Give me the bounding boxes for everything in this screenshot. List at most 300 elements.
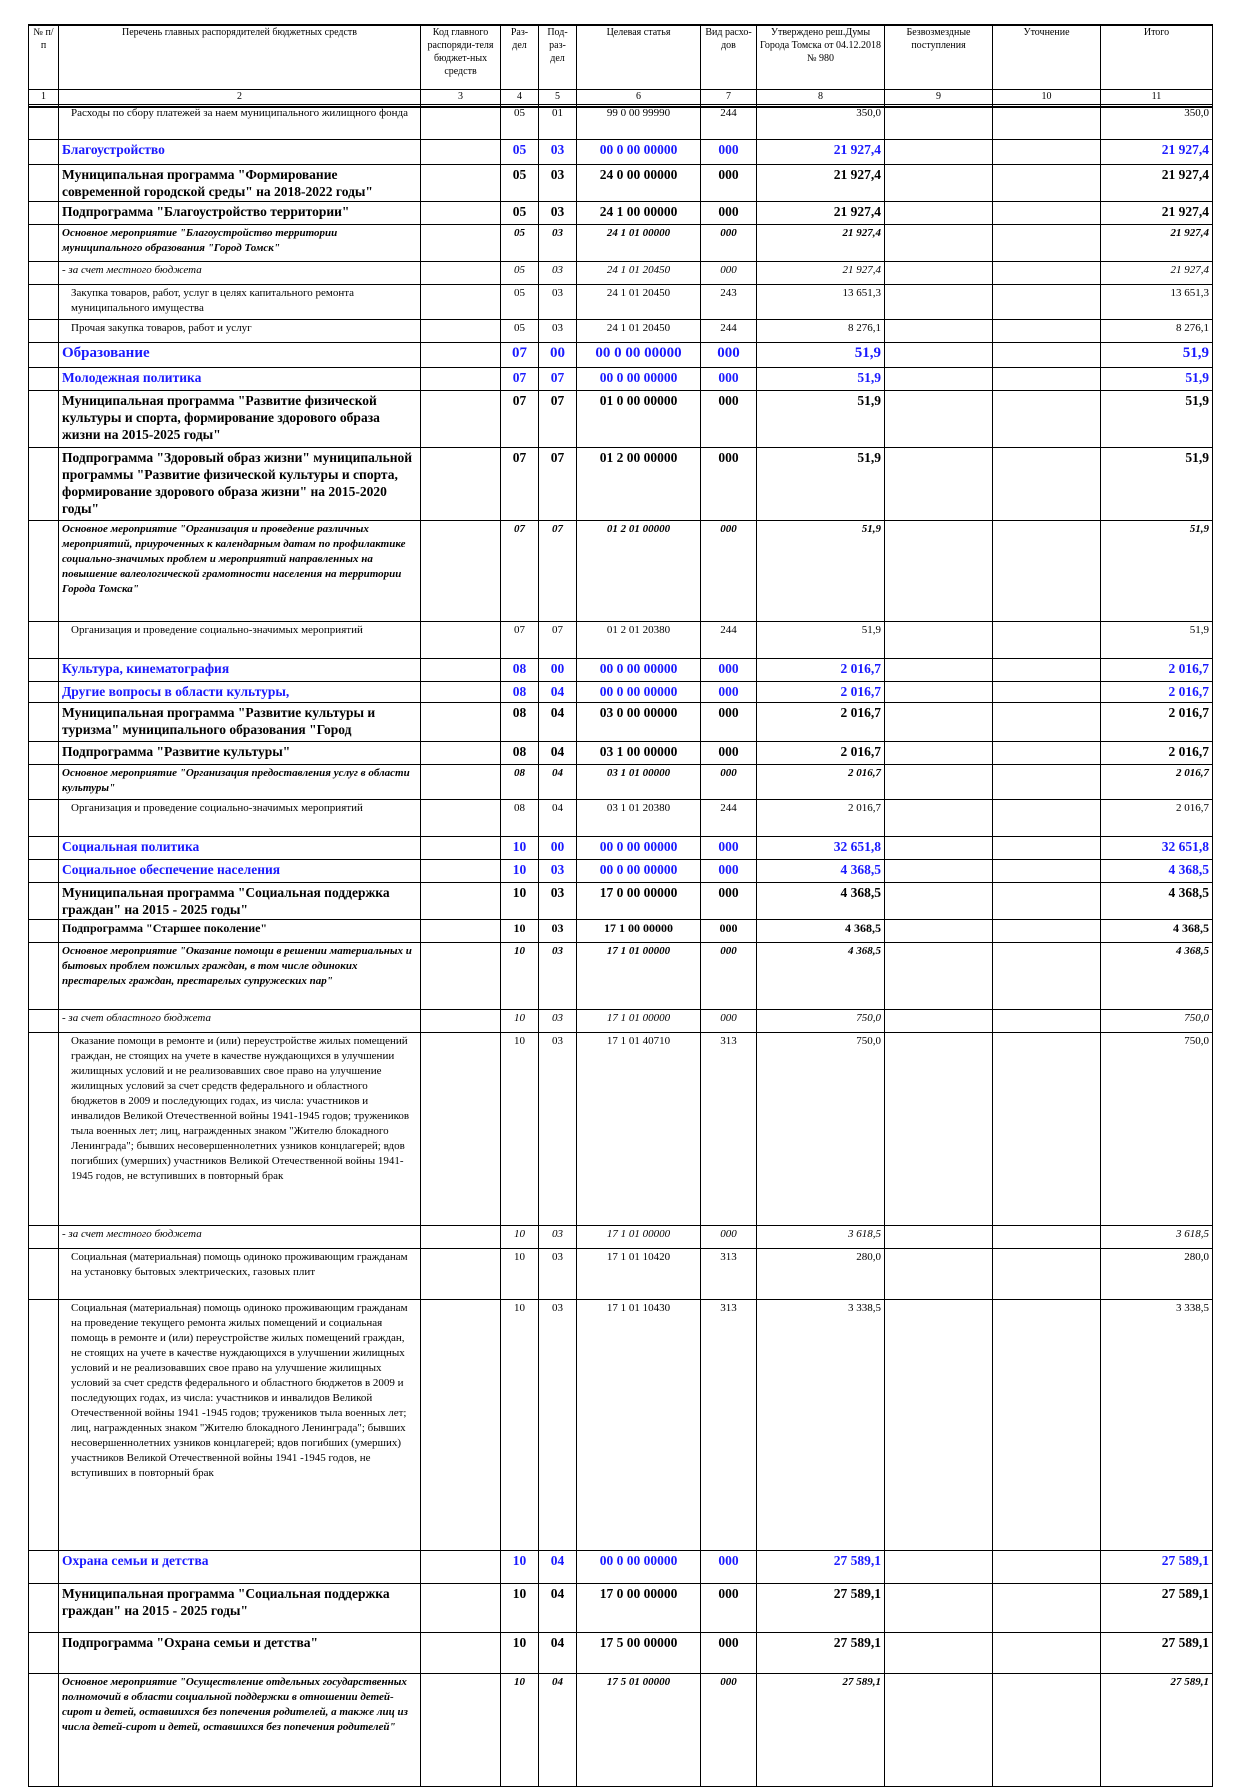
- total-amount: 4 368,5: [1101, 860, 1213, 883]
- table-row: [29, 165, 1213, 202]
- item-name: - за счет областного бюджета: [59, 1010, 421, 1033]
- distributor-code-cell: [421, 262, 501, 285]
- distributor-code-cell: [421, 682, 501, 703]
- adjustment-cell: [993, 343, 1101, 368]
- adjustment-cell: [993, 1674, 1101, 1787]
- approved-amount: 51,9: [757, 448, 885, 521]
- expense-type: 000: [701, 659, 757, 682]
- section-code: 10: [501, 883, 539, 920]
- adjustment-cell: [993, 1300, 1101, 1551]
- distributor-code-cell: [421, 1249, 501, 1300]
- section-code: 05: [501, 105, 539, 140]
- item-name: Другие вопросы в области культуры,: [59, 682, 421, 703]
- row-number-cell: [29, 1584, 59, 1633]
- grants-cell: [885, 1010, 993, 1033]
- column-number: 6: [577, 90, 701, 105]
- total-amount: 2 016,7: [1101, 659, 1213, 682]
- adjustment-cell: [993, 521, 1101, 622]
- target-article: 17 1 01 10430: [577, 1300, 701, 1551]
- section-code: 05: [501, 262, 539, 285]
- expense-type: 244: [701, 320, 757, 343]
- item-name: Организация и проведение социально-значимых мероприятий: [59, 622, 421, 659]
- distributor-code-cell: [421, 943, 501, 1010]
- total-amount: 4 368,5: [1101, 883, 1213, 920]
- expense-type: 000: [701, 225, 757, 262]
- subsection-code: 03: [539, 1300, 577, 1551]
- column-number: 11: [1101, 90, 1213, 105]
- row-number-cell: [29, 943, 59, 1010]
- adjustment-cell: [993, 285, 1101, 320]
- section-code: 10: [501, 1551, 539, 1584]
- approved-amount: 3 338,5: [757, 1300, 885, 1551]
- expense-type: 000: [701, 682, 757, 703]
- subsection-code: 03: [539, 920, 577, 943]
- section-code: 10: [501, 1300, 539, 1551]
- target-article: 00 0 00 00000: [577, 140, 701, 165]
- row-number-cell: [29, 285, 59, 320]
- target-article: 03 1 01 00000: [577, 765, 701, 800]
- target-article: 17 1 01 00000: [577, 1226, 701, 1249]
- adjustment-cell: [993, 140, 1101, 165]
- distributor-code-cell: [421, 391, 501, 448]
- subsection-code: 07: [539, 368, 577, 391]
- total-amount: 2 016,7: [1101, 765, 1213, 800]
- table-row: [29, 225, 1213, 262]
- distributor-code-cell: [421, 202, 501, 225]
- table-row: [29, 140, 1213, 165]
- expense-type: 000: [701, 202, 757, 225]
- subsection-code: 03: [539, 285, 577, 320]
- item-name: Молодежная политика: [59, 368, 421, 391]
- subsection-code: 03: [539, 262, 577, 285]
- table-row: [29, 659, 1213, 682]
- total-amount: 51,9: [1101, 448, 1213, 521]
- target-article: 00 0 00 00000: [577, 1551, 701, 1584]
- column-number: 10: [993, 90, 1101, 105]
- grants-cell: [885, 165, 993, 202]
- total-amount: 27 589,1: [1101, 1674, 1213, 1787]
- total-amount: 21 927,4: [1101, 262, 1213, 285]
- grants-cell: [885, 202, 993, 225]
- approved-amount: 27 589,1: [757, 1551, 885, 1584]
- target-article: 24 1 01 20450: [577, 285, 701, 320]
- approved-amount: 21 927,4: [757, 225, 885, 262]
- grants-cell: [885, 883, 993, 920]
- total-amount: 27 589,1: [1101, 1633, 1213, 1674]
- table-row: [29, 368, 1213, 391]
- target-article: 17 1 01 00000: [577, 943, 701, 1010]
- grants-cell: [885, 920, 993, 943]
- item-name: Социальная (материальная) помощь одиноко проживающим гражданам на проведение текущего ремонта жилых помещений и социальная помощь в ремонте и (или) переустройстве жилых помещений граждан, не стоящих на учете в качестве нуждающихся в улучшении жилищных условий и не реализовавших свое право на улучшение жилищных условий за счет средств федерального и областного бюджетов в 2009 и последующих годах, из числа: участников и инвалидов Великой Отечественной войны 1941 -1945 годов; тружеников тыла военных лет; лиц, награжденных знаком "Жителю блокадного Ленинграда"; бывших несовершеннолетних узников концлагерей; вдов погибших (умерших) участников Великой Отечественной войны 1941 -1945 годов, не вступивших в повторный брак: [59, 1300, 421, 1551]
- table-row: [29, 391, 1213, 448]
- approved-amount: 21 927,4: [757, 202, 885, 225]
- subsection-code: 03: [539, 140, 577, 165]
- target-article: 00 0 00 00000: [577, 368, 701, 391]
- section-code: 10: [501, 860, 539, 883]
- target-article: 17 1 01 00000: [577, 1010, 701, 1033]
- item-name: - за счет местного бюджета: [59, 1226, 421, 1249]
- section-code: 10: [501, 943, 539, 1010]
- section-code: 07: [501, 448, 539, 521]
- distributor-code-cell: [421, 368, 501, 391]
- item-name: Муниципальная программа "Социальная поддержка граждан" на 2015 - 2025 годы": [59, 883, 421, 920]
- table-row: [29, 521, 1213, 622]
- item-name: Основное мероприятие "Благоустройство территории муниципального образования "Город Томск": [59, 225, 421, 262]
- section-code: 07: [501, 622, 539, 659]
- budget-table: [28, 24, 1213, 1787]
- section-code: 05: [501, 225, 539, 262]
- table-row: [29, 1633, 1213, 1674]
- adjustment-cell: [993, 165, 1101, 202]
- subsection-code: 03: [539, 1226, 577, 1249]
- table-row: [29, 837, 1213, 860]
- grants-cell: [885, 800, 993, 837]
- row-number-cell: [29, 225, 59, 262]
- subsection-code: 04: [539, 1633, 577, 1674]
- table-row: [29, 1226, 1213, 1249]
- adjustment-cell: [993, 920, 1101, 943]
- target-article: 00 0 00 00000: [577, 659, 701, 682]
- grants-cell: [885, 622, 993, 659]
- section-code: 05: [501, 202, 539, 225]
- item-name: Подпрограмма "Развитие культуры": [59, 742, 421, 765]
- section-code: 07: [501, 521, 539, 622]
- distributor-code-cell: [421, 521, 501, 622]
- subsection-code: 03: [539, 883, 577, 920]
- item-name: Расходы по сбору платежей за наем муниципального жилищного фонда: [59, 105, 421, 140]
- section-code: 10: [501, 1226, 539, 1249]
- header-cell: Под-раз-дел: [539, 25, 577, 90]
- approved-amount: 21 927,4: [757, 165, 885, 202]
- row-number-cell: [29, 837, 59, 860]
- total-amount: 2 016,7: [1101, 703, 1213, 742]
- section-code: 10: [501, 920, 539, 943]
- distributor-code-cell: [421, 1300, 501, 1551]
- section-code: 10: [501, 837, 539, 860]
- table-row: [29, 1674, 1213, 1787]
- subsection-code: 00: [539, 659, 577, 682]
- header-cell: Безвозмездные поступления: [885, 25, 993, 90]
- approved-amount: 13 651,3: [757, 285, 885, 320]
- header-cell: Код главного распоряди-теля бюджет-ных средств: [421, 25, 501, 90]
- section-code: 07: [501, 391, 539, 448]
- header-cell: Итого: [1101, 25, 1213, 90]
- subsection-code: 04: [539, 1584, 577, 1633]
- target-article: 24 1 00 00000: [577, 202, 701, 225]
- total-amount: 750,0: [1101, 1010, 1213, 1033]
- distributor-code-cell: [421, 1674, 501, 1787]
- header-cell: Утверждено реш.Думы Города Томска от 04.12.2018 № 980: [757, 25, 885, 90]
- row-number-cell: [29, 320, 59, 343]
- expense-type: 000: [701, 1584, 757, 1633]
- approved-amount: 4 368,5: [757, 883, 885, 920]
- row-number-cell: [29, 1633, 59, 1674]
- table-row: [29, 285, 1213, 320]
- table-row: [29, 703, 1213, 742]
- target-article: 01 2 00 00000: [577, 448, 701, 521]
- approved-amount: 51,9: [757, 343, 885, 368]
- expense-type: 000: [701, 391, 757, 448]
- top-border: [28, 24, 1212, 26]
- approved-amount: 4 368,5: [757, 920, 885, 943]
- target-article: 01 0 00 00000: [577, 391, 701, 448]
- expense-type: 000: [701, 703, 757, 742]
- row-number-cell: [29, 1674, 59, 1787]
- adjustment-cell: [993, 1551, 1101, 1584]
- row-number-cell: [29, 742, 59, 765]
- total-amount: 51,9: [1101, 368, 1213, 391]
- expense-type: 000: [701, 448, 757, 521]
- total-amount: 750,0: [1101, 1033, 1213, 1226]
- table-row: [29, 1551, 1213, 1584]
- section-code: 05: [501, 285, 539, 320]
- distributor-code-cell: [421, 225, 501, 262]
- item-name: Подпрограмма "Здоровый образ жизни" муниципальной программы "Развитие физической культуры и спорта, формирование здорового образа жизни" на 2015-2020 годы": [59, 448, 421, 521]
- row-number-cell: [29, 622, 59, 659]
- distributor-code-cell: [421, 285, 501, 320]
- item-name: Основное мероприятие "Оказание помощи в решении материальных и бытовых проблем пожилых граждан, в том числе одиноких престарелых граждан, престарелых супружеских пар": [59, 943, 421, 1010]
- row-number-cell: [29, 448, 59, 521]
- expense-type: 313: [701, 1300, 757, 1551]
- grants-cell: [885, 1249, 993, 1300]
- table-row: [29, 1300, 1213, 1551]
- section-code: 08: [501, 800, 539, 837]
- grants-cell: [885, 1300, 993, 1551]
- expense-type: 000: [701, 343, 757, 368]
- row-number-cell: [29, 1551, 59, 1584]
- grants-cell: [885, 742, 993, 765]
- distributor-code-cell: [421, 1033, 501, 1226]
- item-name: - за счет местного бюджета: [59, 262, 421, 285]
- adjustment-cell: [993, 1249, 1101, 1300]
- distributor-code-cell: [421, 140, 501, 165]
- adjustment-cell: [993, 659, 1101, 682]
- adjustment-cell: [993, 860, 1101, 883]
- table-row: [29, 742, 1213, 765]
- row-number-cell: [29, 368, 59, 391]
- grants-cell: [885, 391, 993, 448]
- distributor-code-cell: [421, 860, 501, 883]
- distributor-code-cell: [421, 1226, 501, 1249]
- header-cell: Уточнение: [993, 25, 1101, 90]
- grants-cell: [885, 765, 993, 800]
- item-name: Организация и проведение социально-значимых мероприятий: [59, 800, 421, 837]
- subsection-code: 04: [539, 765, 577, 800]
- target-article: 17 0 00 00000: [577, 883, 701, 920]
- column-number: 9: [885, 90, 993, 105]
- item-name: Прочая закупка товаров, работ и услуг: [59, 320, 421, 343]
- row-number-cell: [29, 703, 59, 742]
- table-row: [29, 320, 1213, 343]
- item-name: Социальное обеспечение населения: [59, 860, 421, 883]
- column-number: 8: [757, 90, 885, 105]
- table-row: [29, 1010, 1213, 1033]
- subsection-code: 03: [539, 1033, 577, 1226]
- target-article: 00 0 00 00000: [577, 682, 701, 703]
- section-code: 08: [501, 659, 539, 682]
- approved-amount: 51,9: [757, 622, 885, 659]
- approved-amount: 4 368,5: [757, 943, 885, 1010]
- approved-amount: 21 927,4: [757, 140, 885, 165]
- grants-cell: [885, 1674, 993, 1787]
- approved-amount: 2 016,7: [757, 800, 885, 837]
- table-row: [29, 860, 1213, 883]
- item-name: Основное мероприятие "Организация предоставления услуг в области культуры": [59, 765, 421, 800]
- distributor-code-cell: [421, 742, 501, 765]
- header-cell: Перечень главных распорядителей бюджетных средств: [59, 25, 421, 90]
- expense-type: 000: [701, 1674, 757, 1787]
- distributor-code-cell: [421, 1010, 501, 1033]
- budget-sheet: [28, 24, 1213, 1787]
- expense-type: 244: [701, 105, 757, 140]
- item-name: Основное мероприятие "Осуществление отдельных государственных полномочий в области социальной поддержки в отношении детей-сирот и детей, оставшихся без попечения родителей, а также лиц из числа детей-сирот и детей, оставшихся без попечения родителей": [59, 1674, 421, 1787]
- item-name: Благоустройство: [59, 140, 421, 165]
- grants-cell: [885, 448, 993, 521]
- row-number-cell: [29, 262, 59, 285]
- target-article: 17 1 01 40710: [577, 1033, 701, 1226]
- row-number-cell: [29, 165, 59, 202]
- section-code: 08: [501, 765, 539, 800]
- target-article: 24 1 01 00000: [577, 225, 701, 262]
- adjustment-cell: [993, 742, 1101, 765]
- table-row: [29, 622, 1213, 659]
- target-article: 24 1 01 20450: [577, 262, 701, 285]
- section-code: 05: [501, 140, 539, 165]
- row-number-cell: [29, 202, 59, 225]
- item-name: Муниципальная программа "Развитие культуры и туризма" муниципального образования "Город: [59, 703, 421, 742]
- row-number-cell: [29, 343, 59, 368]
- subsection-code: 04: [539, 1551, 577, 1584]
- target-article: 00 0 00 00000: [577, 837, 701, 860]
- approved-amount: 2 016,7: [757, 742, 885, 765]
- row-number-cell: [29, 765, 59, 800]
- subsection-code: 01: [539, 105, 577, 140]
- section-code: 08: [501, 703, 539, 742]
- grants-cell: [885, 521, 993, 622]
- approved-amount: 27 589,1: [757, 1633, 885, 1674]
- target-article: 24 0 00 00000: [577, 165, 701, 202]
- row-number-cell: [29, 1033, 59, 1226]
- subsection-code: 04: [539, 1674, 577, 1787]
- adjustment-cell: [993, 202, 1101, 225]
- distributor-code-cell: [421, 837, 501, 860]
- section-code: 08: [501, 682, 539, 703]
- table-row: [29, 262, 1213, 285]
- target-article: 03 1 00 00000: [577, 742, 701, 765]
- distributor-code-cell: [421, 703, 501, 742]
- total-amount: 4 368,5: [1101, 943, 1213, 1010]
- row-number-cell: [29, 920, 59, 943]
- row-number-cell: [29, 1226, 59, 1249]
- expense-type: 243: [701, 285, 757, 320]
- grants-cell: [885, 225, 993, 262]
- table-row: [29, 1249, 1213, 1300]
- subsection-code: 07: [539, 391, 577, 448]
- approved-amount: 2 016,7: [757, 659, 885, 682]
- total-amount: 2 016,7: [1101, 682, 1213, 703]
- section-code: 08: [501, 742, 539, 765]
- item-name: Основное мероприятие "Организация и проведение различных мероприятий, приуроченных к календарным датам по профилактике социально-значимых проблем и мероприятий направленных на повышение валеологической грамотности населения на территории Города Томска": [59, 521, 421, 622]
- approved-amount: 51,9: [757, 368, 885, 391]
- section-code: 10: [501, 1033, 539, 1226]
- table-row: [29, 883, 1213, 920]
- item-name: Социальная политика: [59, 837, 421, 860]
- total-amount: 27 589,1: [1101, 1584, 1213, 1633]
- expense-type: 313: [701, 1033, 757, 1226]
- approved-amount: 2 016,7: [757, 703, 885, 742]
- adjustment-cell: [993, 1226, 1101, 1249]
- grants-cell: [885, 1033, 993, 1226]
- header-cell: № п/п: [29, 25, 59, 90]
- row-number-cell: [29, 659, 59, 682]
- expense-type: 000: [701, 765, 757, 800]
- target-article: 17 0 00 00000: [577, 1584, 701, 1633]
- distributor-code-cell: [421, 883, 501, 920]
- row-number-cell: [29, 1010, 59, 1033]
- header-row: [29, 25, 1213, 90]
- expense-type: 244: [701, 800, 757, 837]
- row-number-cell: [29, 860, 59, 883]
- adjustment-cell: [993, 368, 1101, 391]
- grants-cell: [885, 1584, 993, 1633]
- subsection-code: 03: [539, 1249, 577, 1300]
- header-border: [28, 106, 1212, 108]
- expense-type: 000: [701, 140, 757, 165]
- row-number-cell: [29, 391, 59, 448]
- column-number: 3: [421, 90, 501, 105]
- total-amount: 13 651,3: [1101, 285, 1213, 320]
- item-name: Социальная (материальная) помощь одиноко проживающим гражданам на установку бытовых электрических, газовых плит: [59, 1249, 421, 1300]
- grants-cell: [885, 682, 993, 703]
- grants-cell: [885, 703, 993, 742]
- item-name: Культура, кинематография: [59, 659, 421, 682]
- expense-type: 000: [701, 920, 757, 943]
- row-number-cell: [29, 682, 59, 703]
- expense-type: 000: [701, 165, 757, 202]
- subsection-code: 03: [539, 860, 577, 883]
- item-name: Муниципальная программа "Развитие физической культуры и спорта, формирование здорового образа жизни на 2015-2025 годы": [59, 391, 421, 448]
- total-amount: 32 651,8: [1101, 837, 1213, 860]
- total-amount: 2 016,7: [1101, 800, 1213, 837]
- grants-cell: [885, 1633, 993, 1674]
- total-amount: 3 338,5: [1101, 1300, 1213, 1551]
- target-article: 00 0 00 00000: [577, 860, 701, 883]
- column-number: 5: [539, 90, 577, 105]
- grants-cell: [885, 943, 993, 1010]
- adjustment-cell: [993, 800, 1101, 837]
- expense-type: 000: [701, 368, 757, 391]
- approved-amount: 32 651,8: [757, 837, 885, 860]
- total-amount: 4 368,5: [1101, 920, 1213, 943]
- section-code: 10: [501, 1674, 539, 1787]
- adjustment-cell: [993, 1010, 1101, 1033]
- subsection-code: 04: [539, 800, 577, 837]
- header-cell: Вид расхо-дов: [701, 25, 757, 90]
- target-article: 17 1 01 10420: [577, 1249, 701, 1300]
- grants-cell: [885, 1226, 993, 1249]
- table-body: [29, 25, 1213, 1787]
- target-article: 17 5 01 00000: [577, 1674, 701, 1787]
- target-article: 03 1 01 20380: [577, 800, 701, 837]
- item-name: Муниципальная программа "Формирование современной городской среды" на 2018-2022 годы": [59, 165, 421, 202]
- adjustment-cell: [993, 1584, 1101, 1633]
- table-row: [29, 765, 1213, 800]
- column-number: 4: [501, 90, 539, 105]
- table-row: [29, 105, 1213, 140]
- approved-amount: 3 618,5: [757, 1226, 885, 1249]
- adjustment-cell: [993, 1033, 1101, 1226]
- table-row: [29, 800, 1213, 837]
